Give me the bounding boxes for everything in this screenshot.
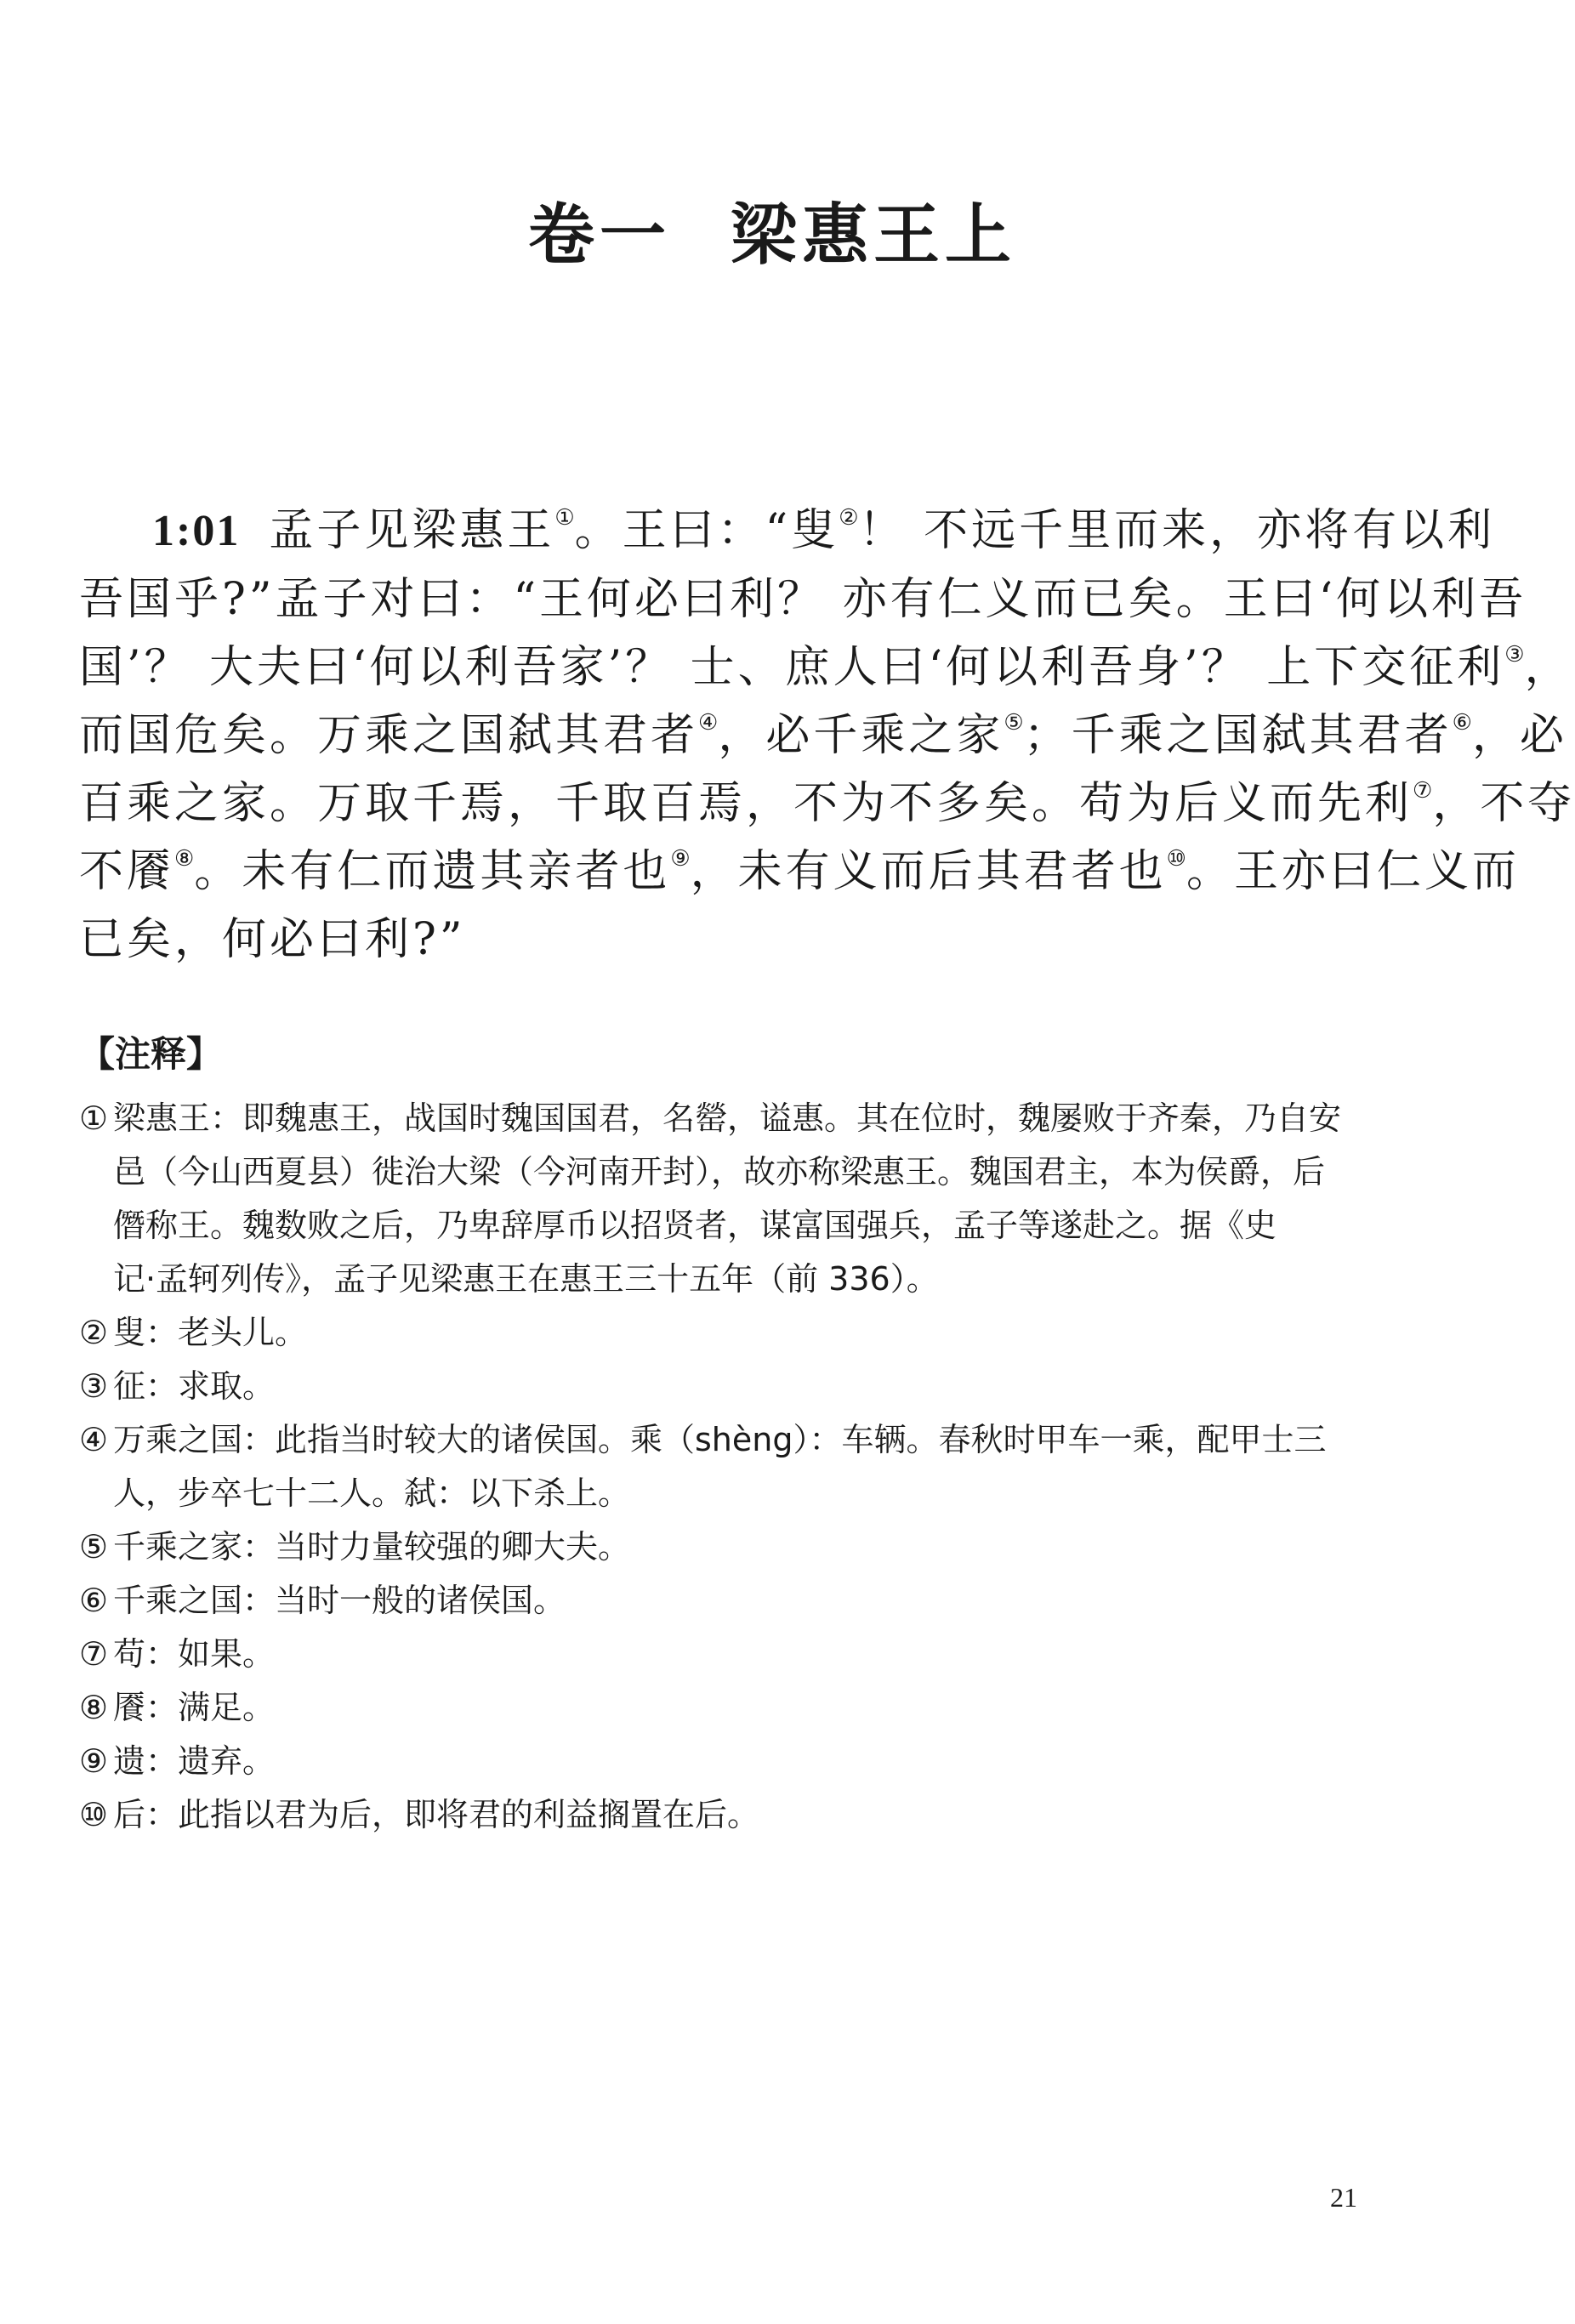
- passage-line-5: [79, 770, 1575, 838]
- passage-line-7: [79, 906, 1372, 974]
- passage-text: 已矣，何必曰利?”: [79, 914, 466, 965]
- passage-line-1: [79, 497, 1496, 565]
- note-text: 叟：老头儿。: [113, 1314, 308, 1351]
- chapter-name: 梁惠王上: [731, 197, 1017, 274]
- note-item: [79, 1306, 1406, 1360]
- note-text: 梁惠王：即魏惠王，战国时魏国国君，名罃，谥惠。其在位时，魏屡败于齐秦，乃自安 邑（今山西夏县）徙治大梁（今河南开封），故亦称梁惠王。魏国君主，本为侯爵，后 僭称王。魏数败之后，乃卑辞厚币以招贤者，谋富国强兵，孟子等遂赴之。据《史 记·孟轲列传》，孟子见梁惠王在惠王三十五年（前 336）。: [113, 1099, 1342, 1298]
- passage-text: ，必: [1471, 710, 1567, 761]
- passage-text: 。王亦曰仁义而: [1186, 846, 1520, 897]
- passage-text: ，必千乘之家: [718, 710, 1004, 761]
- note-number: ①: [79, 1099, 109, 1137]
- note-number: ③: [79, 1367, 109, 1405]
- note-item: [79, 1574, 1406, 1628]
- notes-heading: 【注释】: [79, 1033, 223, 1075]
- note-number: ④: [79, 1421, 109, 1458]
- note-number: ⑦: [79, 1635, 109, 1673]
- footnote-marker: ⑤: [1004, 709, 1024, 736]
- chapter-volume: 卷一: [527, 197, 671, 274]
- passage-line-3: [79, 634, 1572, 702]
- note-item: [79, 1360, 1406, 1413]
- note-text: 千乘之家：当时力量较强的卿大夫。: [113, 1528, 631, 1565]
- passage-text: ；千乘之国弑其君者: [1023, 710, 1453, 761]
- footnote-marker: ⑨: [670, 845, 691, 872]
- main-passage: [79, 497, 1575, 974]
- passage-text: 而国危矣。万乘之国弑其君者: [79, 710, 699, 761]
- passage-line-2: [79, 565, 1527, 634]
- note-text: 遗：遗弃。: [113, 1742, 276, 1780]
- note-text: 千乘之国：当时一般的诸侯国。: [113, 1582, 566, 1619]
- passage-line-6: [79, 838, 1520, 906]
- chapter-title: [0, 197, 1544, 274]
- passage-text: ！ 不远千里而来，亦将有以利: [858, 505, 1496, 556]
- note-text: 万乘之国：此指当时较大的诸侯国。乘（shèng）：车辆。春秋时甲车一乘，配甲士三 人，步卒七十二人。弑：以下杀上。: [113, 1421, 1327, 1512]
- note-number: ⑥: [79, 1582, 109, 1619]
- passage-text: 。王曰：“叟: [574, 505, 839, 556]
- note-text: 苟：如果。: [113, 1635, 276, 1673]
- note-item: [79, 1413, 1406, 1520]
- note-item: [79, 1628, 1406, 1681]
- footnote-marker: ⑩: [1166, 845, 1186, 872]
- passage-text: 国’？ 大夫曰‘何以利吾家’？ 士、庶人曰‘何以利吾身’？ 上下交征利: [79, 642, 1505, 693]
- note-text: 征：求取。: [113, 1367, 276, 1405]
- note-number: ⑤: [79, 1528, 109, 1565]
- footnote-marker: ①: [554, 504, 575, 531]
- note-text: 餍：满足。: [113, 1689, 276, 1726]
- passage-text: ，: [1524, 642, 1572, 693]
- notes-list: [79, 1092, 1406, 1842]
- note-text: 后：此指以君为后，即将君的利益搁置在后。: [113, 1796, 760, 1833]
- passage-text: ，未有义而后其君者也: [690, 846, 1167, 897]
- footnote-marker: ④: [698, 709, 719, 736]
- passage-text: 百乘之家。万取千焉，千取百焉，不为不多矣。苟为后义而先利: [79, 778, 1413, 829]
- passage-line-4: [79, 702, 1567, 770]
- passage-text: 吾国乎?”孟子对曰：“王何必曰利？ 亦有仁义而已矣。王曰‘何以利吾: [79, 574, 1527, 625]
- note-number: ②: [79, 1314, 109, 1351]
- footnote-marker: ③: [1504, 641, 1525, 668]
- passage-text: 孟子见梁惠王: [269, 505, 555, 556]
- note-number: ⑧: [79, 1689, 109, 1726]
- footnote-marker: ②: [839, 504, 859, 531]
- note-item: [79, 1681, 1406, 1735]
- note-number: ⑨: [79, 1742, 109, 1780]
- footnote-marker: ⑦: [1413, 777, 1433, 804]
- footnote-marker: ⑥: [1452, 709, 1472, 736]
- footnote-marker: ⑧: [174, 845, 195, 872]
- note-item: [79, 1788, 1406, 1842]
- paragraph-id: 1:01: [152, 507, 241, 555]
- note-item: [79, 1735, 1406, 1788]
- note-number: ⑩: [79, 1796, 109, 1833]
- passage-text: 不餍: [79, 846, 175, 897]
- passage-text: ，不夺: [1432, 778, 1575, 829]
- page-number: 21: [1330, 2182, 1357, 2213]
- note-item: [79, 1092, 1406, 1306]
- passage-text: 。未有仁而遗其亲者也: [194, 846, 671, 897]
- note-item: [79, 1520, 1406, 1574]
